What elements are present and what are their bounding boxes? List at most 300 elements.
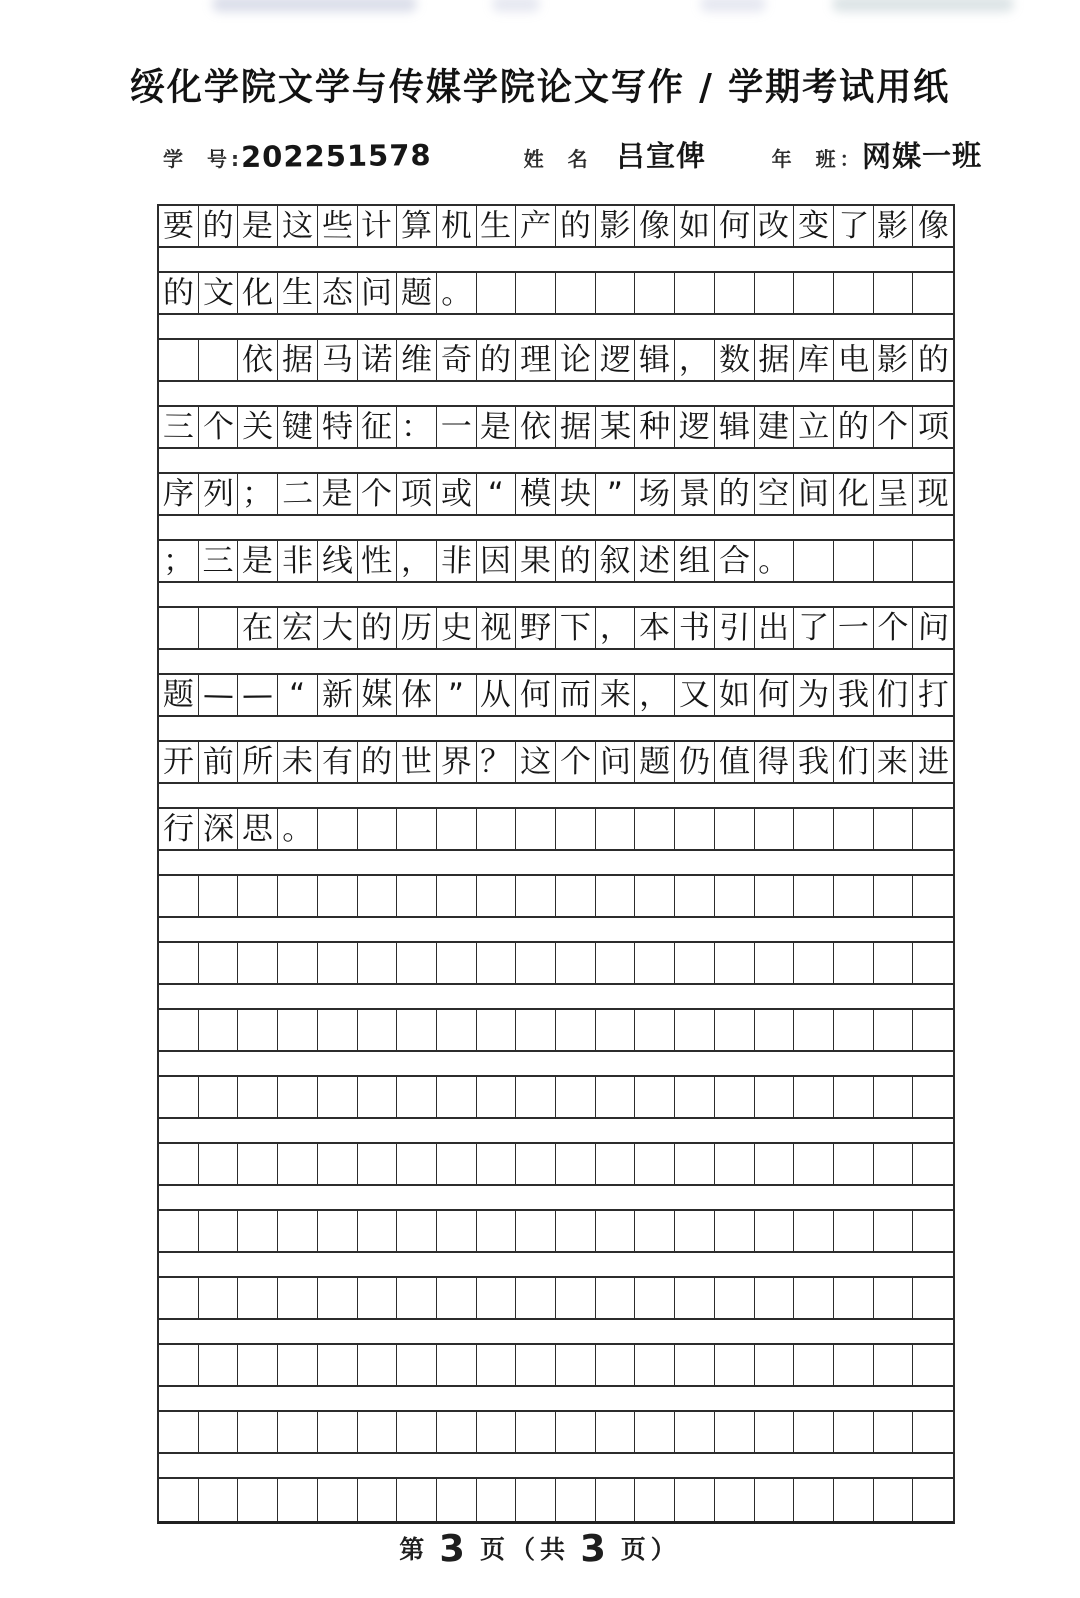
- handwritten-char: 这: [519, 743, 552, 780]
- grid-cell: [278, 1345, 318, 1385]
- grid-cell: [318, 206, 358, 246]
- handwritten-char: 块: [559, 475, 592, 512]
- grid-cell: [755, 273, 795, 313]
- grid-cell: [516, 1144, 556, 1184]
- grid-cell: [397, 1345, 437, 1385]
- grid-cell: [318, 474, 358, 514]
- grid-cell: [318, 541, 358, 581]
- handwritten-char: 新: [321, 676, 354, 713]
- grid-cell: [715, 340, 755, 380]
- grid-cell: [159, 206, 199, 246]
- grid-cell: [635, 742, 675, 782]
- grid-cell: [675, 206, 715, 246]
- grid-cell: [874, 1211, 914, 1251]
- grid-cell: [635, 1077, 675, 1117]
- grid-cell: [635, 876, 675, 916]
- grid-cell: [794, 1345, 834, 1385]
- grid-cell: [755, 206, 795, 246]
- grid-cell: [874, 1278, 914, 1318]
- grid-cell: [199, 1144, 239, 1184]
- grid-cell: [596, 206, 636, 246]
- grid-cell: [874, 1077, 914, 1117]
- grid-cell: [437, 675, 477, 715]
- grid-cell: [913, 1144, 953, 1184]
- handwritten-char: ；: [162, 542, 195, 579]
- grid-cell: [159, 474, 199, 514]
- grid-cell: [755, 1144, 795, 1184]
- grid-cell: [318, 407, 358, 447]
- handwritten-char: 我: [837, 676, 869, 713]
- grid-cell: [358, 1278, 398, 1318]
- grid-cell: [913, 1479, 953, 1521]
- grid-cell: [278, 675, 318, 715]
- handwritten-char: 们: [837, 743, 869, 780]
- handwritten-char: 得: [758, 743, 790, 780]
- handwritten-char: 项: [400, 475, 433, 512]
- grid-cell: [516, 1010, 556, 1050]
- grid-cell: [358, 206, 398, 246]
- grid-cell: [913, 340, 953, 380]
- grid-cell: [318, 1345, 358, 1385]
- grid-cell: [715, 206, 755, 246]
- grid-cell: [675, 273, 715, 313]
- grid-cell: [913, 876, 953, 916]
- handwritten-char: —: [202, 676, 234, 713]
- grid-cell: [675, 541, 715, 581]
- grid-cell: [238, 474, 278, 514]
- grid-cell: [715, 809, 755, 849]
- grid-cell: [477, 206, 517, 246]
- grid-cell: [794, 608, 834, 648]
- grid-cell: [437, 1278, 477, 1318]
- handwritten-char: 了: [797, 609, 830, 646]
- grid-cell: [715, 1144, 755, 1184]
- grid-cell: [238, 1144, 278, 1184]
- grid-cell: [238, 1211, 278, 1251]
- grid-cell: [635, 407, 675, 447]
- grid-cell: [199, 340, 239, 380]
- scan-artifact: [832, 0, 1014, 12]
- grid-cell: [794, 742, 834, 782]
- handwritten-char: 性: [360, 542, 393, 579]
- grid-cell: [675, 809, 715, 849]
- handwritten-char: 马: [321, 341, 354, 378]
- handwritten-char: 前: [202, 743, 234, 780]
- grid-cell: [794, 675, 834, 715]
- grid-cell: [874, 1010, 914, 1050]
- grid-cell: [874, 876, 914, 916]
- grid-cell: [556, 206, 596, 246]
- handwritten-char: 数: [718, 341, 751, 378]
- handwritten-char: 的: [559, 542, 592, 579]
- grid-cell: [318, 1211, 358, 1251]
- handwritten-char: 诺: [361, 341, 393, 378]
- grid-cell: [437, 1211, 477, 1251]
- grid-cell: [437, 474, 477, 514]
- handwritten-char: 如: [678, 207, 711, 244]
- grid-cell: [635, 1412, 675, 1452]
- grid-cell: [913, 1278, 953, 1318]
- handwritten-char: 场: [639, 475, 671, 512]
- grid-cell: [199, 407, 239, 447]
- grid-cell: [556, 742, 596, 782]
- grid-cell: [199, 1010, 239, 1050]
- grid-cell: [874, 742, 914, 782]
- handwritten-char: 特: [321, 408, 353, 445]
- grid-cell: [715, 742, 755, 782]
- grid-cell: [516, 809, 556, 849]
- handwritten-char: 关: [242, 408, 274, 445]
- grid-cell: [477, 742, 517, 782]
- grid-cell: [794, 1144, 834, 1184]
- handwritten-char: 理: [519, 341, 552, 378]
- grid-cell: [755, 1412, 795, 1452]
- grid-cell: [159, 541, 199, 581]
- grid-cell: [358, 1412, 398, 1452]
- grid-row: [159, 740, 953, 784]
- grid-cell: [834, 340, 874, 380]
- handwritten-char: 现: [917, 475, 949, 512]
- grid-cell: [437, 273, 477, 313]
- handwritten-char: 立: [797, 408, 830, 445]
- grid-cell: [874, 608, 914, 648]
- student-id-colon: :: [231, 147, 239, 171]
- grid-cell: [913, 675, 953, 715]
- grid-cell: [635, 1278, 675, 1318]
- grid-cell: [516, 1278, 556, 1318]
- grid-cell: [556, 1077, 596, 1117]
- handwritten-char: 为: [797, 676, 830, 713]
- handwritten-char: 辑: [639, 341, 671, 378]
- handwritten-char: 影: [877, 207, 909, 244]
- grid-cell: [596, 1077, 636, 1117]
- grid-cell: [358, 876, 398, 916]
- grid-cell: [874, 474, 914, 514]
- grid-cell: [874, 273, 914, 313]
- handwritten-char: 媒: [361, 676, 393, 713]
- scan-artifact: [700, 0, 766, 12]
- grid-cell: [635, 474, 675, 514]
- grid-cell: [794, 809, 834, 849]
- grid-cell: [397, 742, 437, 782]
- grid-cell: [278, 1479, 318, 1521]
- handwritten-char: 像: [638, 207, 671, 244]
- grid-cell: [794, 876, 834, 916]
- grid-cell: [516, 206, 556, 246]
- handwritten-char: 下: [559, 609, 592, 646]
- grid-cell: [278, 474, 318, 514]
- grid-row: [159, 539, 953, 583]
- handwritten-char: 三: [162, 408, 195, 445]
- grid-cell: [516, 407, 556, 447]
- handwritten-char: 二: [281, 475, 314, 512]
- handwritten-char: 组: [678, 542, 711, 579]
- grid-cell: [437, 1412, 477, 1452]
- grid-cell: [238, 541, 278, 581]
- grid-cell: [834, 1144, 874, 1184]
- grid-cell: [358, 1010, 398, 1050]
- grid-cell: [755, 340, 795, 380]
- handwritten-char: 个: [559, 743, 592, 780]
- student-name-label: 姓 名: [523, 147, 590, 171]
- grid-cell: [477, 943, 517, 983]
- grid-cell: [477, 1144, 517, 1184]
- grid-cell: [794, 206, 834, 246]
- handwritten-char: ，: [599, 609, 631, 646]
- grid-cell: [596, 1479, 636, 1521]
- grid-cell: [397, 943, 437, 983]
- handwritten-char: 行: [162, 810, 195, 847]
- grid-cell: [477, 1010, 517, 1050]
- grid-cell: [874, 541, 914, 581]
- grid-cell: [516, 876, 556, 916]
- grid-cell: [834, 1278, 874, 1318]
- grid-cell: [596, 608, 636, 648]
- grid-cell: [318, 1479, 358, 1521]
- handwritten-char: ，: [678, 341, 711, 378]
- handwritten-char: 态: [321, 274, 354, 311]
- grid-cell: [874, 809, 914, 849]
- grid-cell: [437, 541, 477, 581]
- grid-cell: [755, 1211, 795, 1251]
- handwritten-char: 序: [162, 475, 195, 512]
- handwritten-char: 野: [519, 609, 552, 646]
- grid-cell: [556, 1345, 596, 1385]
- grid-cell: [596, 742, 636, 782]
- grid-cell: [516, 675, 556, 715]
- grid-cell: [794, 273, 834, 313]
- grid-cell: [516, 742, 556, 782]
- grid-cell: [913, 206, 953, 246]
- grid-row: [159, 941, 953, 985]
- grid-cell: [794, 943, 834, 983]
- grid-cell: [358, 541, 398, 581]
- grid-cell: [715, 943, 755, 983]
- handwritten-char: 征: [361, 408, 393, 445]
- grid-cell: [596, 809, 636, 849]
- grid-cell: [318, 273, 358, 313]
- grid-cell: [715, 1412, 755, 1452]
- grid-cell: [477, 1345, 517, 1385]
- grid-cell: [238, 273, 278, 313]
- handwritten-char: 非: [281, 542, 314, 579]
- grid-cell: [596, 675, 636, 715]
- grid-cell: [834, 876, 874, 916]
- grid-cell: [437, 1144, 477, 1184]
- grid-cell: [397, 1144, 437, 1184]
- handwritten-char: 果: [519, 542, 552, 579]
- handwritten-char: ？: [480, 743, 512, 780]
- handwritten-char: 生: [281, 274, 313, 311]
- handwritten-char: 的: [361, 743, 393, 780]
- grid-cell: [635, 943, 675, 983]
- handwritten-char: 而: [559, 676, 591, 713]
- grid-cell: [437, 876, 477, 916]
- grid-cell: [755, 876, 795, 916]
- grid-cell: [238, 876, 278, 916]
- grid-cell: [318, 675, 358, 715]
- handwritten-char: 仍: [678, 743, 711, 780]
- grid-cell: [556, 809, 596, 849]
- handwritten-char: 辑: [718, 408, 750, 445]
- grid-cell: [516, 1412, 556, 1452]
- handwritten-char: 据: [281, 341, 314, 378]
- handwritten-char: 了: [837, 207, 870, 244]
- handwritten-char: 来: [877, 743, 909, 780]
- grid-cell: [278, 742, 318, 782]
- grid-cell: [675, 407, 715, 447]
- footer-page-suffix: 页）: [620, 1535, 681, 1564]
- grid-cell: [675, 876, 715, 916]
- grid-cell: [596, 943, 636, 983]
- grid-cell: [596, 273, 636, 313]
- grid-cell: [874, 407, 914, 447]
- grid-cell: [278, 206, 318, 246]
- grid-cell: [675, 1211, 715, 1251]
- grid-row: [159, 1008, 953, 1052]
- handwritten-char: 列: [202, 475, 234, 512]
- handwritten-char: 在: [241, 609, 274, 646]
- grid-cell: [596, 541, 636, 581]
- grid-cell: [159, 1211, 199, 1251]
- grid-cell: [477, 1278, 517, 1318]
- handwritten-char: 个: [877, 609, 909, 646]
- grid-cell: [794, 1010, 834, 1050]
- handwritten-char: 的: [917, 341, 950, 378]
- grid-cell: [318, 742, 358, 782]
- student-class-label: 年 班: [771, 147, 838, 171]
- handwritten-char: 打: [917, 676, 950, 713]
- grid-cell: [159, 809, 199, 849]
- handwritten-char: 一: [440, 408, 472, 445]
- grid-cell: [397, 541, 437, 581]
- grid-cell: [794, 541, 834, 581]
- grid-row: [159, 874, 953, 918]
- grid-cell: [516, 1345, 556, 1385]
- grid-cell: [635, 1479, 675, 1521]
- handwritten-char: 一: [837, 609, 870, 646]
- handwritten-char: 。: [440, 274, 473, 311]
- grid-cell: [755, 742, 795, 782]
- grid-cell: [318, 1412, 358, 1452]
- handwritten-char: 是: [241, 542, 274, 579]
- grid-row: [159, 1477, 953, 1521]
- grid-cell: [238, 1412, 278, 1452]
- grid-cell: [596, 1278, 636, 1318]
- grid-cell: [913, 943, 953, 983]
- handwritten-char: 是: [241, 207, 274, 244]
- grid-cell: [834, 1211, 874, 1251]
- grid-cell: [397, 1211, 437, 1251]
- grid-cell: [318, 1010, 358, 1050]
- grid-cell: [596, 1144, 636, 1184]
- grid-cell: [913, 407, 953, 447]
- grid-cell: [556, 876, 596, 916]
- handwritten-char: 叙: [599, 542, 631, 579]
- grid-cell: [477, 407, 517, 447]
- grid-cell: [437, 1077, 477, 1117]
- grid-cell: [159, 1345, 199, 1385]
- grid-cell: [278, 1211, 318, 1251]
- grid-cell: [199, 876, 239, 916]
- grid-cell: [715, 1211, 755, 1251]
- grid-cell: [318, 1278, 358, 1318]
- grid-cell: [437, 1345, 477, 1385]
- grid-cell: [874, 675, 914, 715]
- grid-cell: [596, 1412, 636, 1452]
- handwritten-char: 书: [678, 609, 710, 646]
- grid-cell: [715, 273, 755, 313]
- handwritten-char: 变: [798, 207, 830, 244]
- handwritten-char: 算: [401, 207, 433, 244]
- grid-cell: [556, 407, 596, 447]
- grid-cell: [913, 742, 953, 782]
- handwritten-char: 计: [360, 207, 393, 244]
- student-id-label: 学 号: [163, 147, 229, 171]
- grid-cell: [516, 541, 556, 581]
- grid-cell: [199, 1345, 239, 1385]
- grid-cell: [834, 474, 874, 514]
- grid-cell: [477, 1479, 517, 1521]
- grid-cell: [556, 608, 596, 648]
- grid-cell: [675, 1345, 715, 1385]
- grid-cell: [199, 1479, 239, 1521]
- grid-cell: [159, 1479, 199, 1521]
- student-id-value: 202251578: [240, 138, 432, 174]
- grid-cell: [675, 1077, 715, 1117]
- grid-cell: [635, 675, 675, 715]
- grid-cell: [159, 340, 199, 380]
- grid-cell: [318, 608, 358, 648]
- grid-cell: [834, 1345, 874, 1385]
- grid-cell: [596, 407, 636, 447]
- handwritten-char: 体: [400, 676, 433, 713]
- grid-cell: [199, 474, 239, 514]
- grid-cell: [715, 1010, 755, 1050]
- grid-cell: [834, 1412, 874, 1452]
- grid-cell: [516, 1077, 556, 1117]
- grid-row: [159, 338, 953, 382]
- grid-cell: [516, 1211, 556, 1251]
- grid-cell: [358, 608, 398, 648]
- grid-cell: [913, 1077, 953, 1117]
- grid-cell: [755, 1479, 795, 1521]
- grid-cell: [596, 474, 636, 514]
- grid-cell: [516, 608, 556, 648]
- handwritten-char: 来: [599, 676, 631, 713]
- grid-row: [159, 1075, 953, 1119]
- grid-row: [159, 271, 953, 315]
- grid-cell: [199, 1412, 239, 1452]
- handwritten-char: 史: [440, 609, 473, 646]
- grid-row: [159, 1410, 953, 1454]
- grid-cell: [397, 809, 437, 849]
- handwritten-char: 像: [917, 207, 949, 244]
- grid-cell: [477, 273, 517, 313]
- grid-cell: [834, 1479, 874, 1521]
- grid-cell: [278, 1278, 318, 1318]
- handwritten-char: 文: [202, 274, 234, 311]
- grid-cell: [635, 608, 675, 648]
- handwritten-char: 的: [559, 207, 592, 244]
- grid-cell: [556, 474, 596, 514]
- grid-cell: [358, 809, 398, 849]
- grid-cell: [477, 1412, 517, 1452]
- handwritten-char: 视: [480, 609, 512, 646]
- grid-row: [159, 204, 953, 248]
- grid-cell: [874, 1345, 914, 1385]
- grid-cell: [675, 1010, 715, 1050]
